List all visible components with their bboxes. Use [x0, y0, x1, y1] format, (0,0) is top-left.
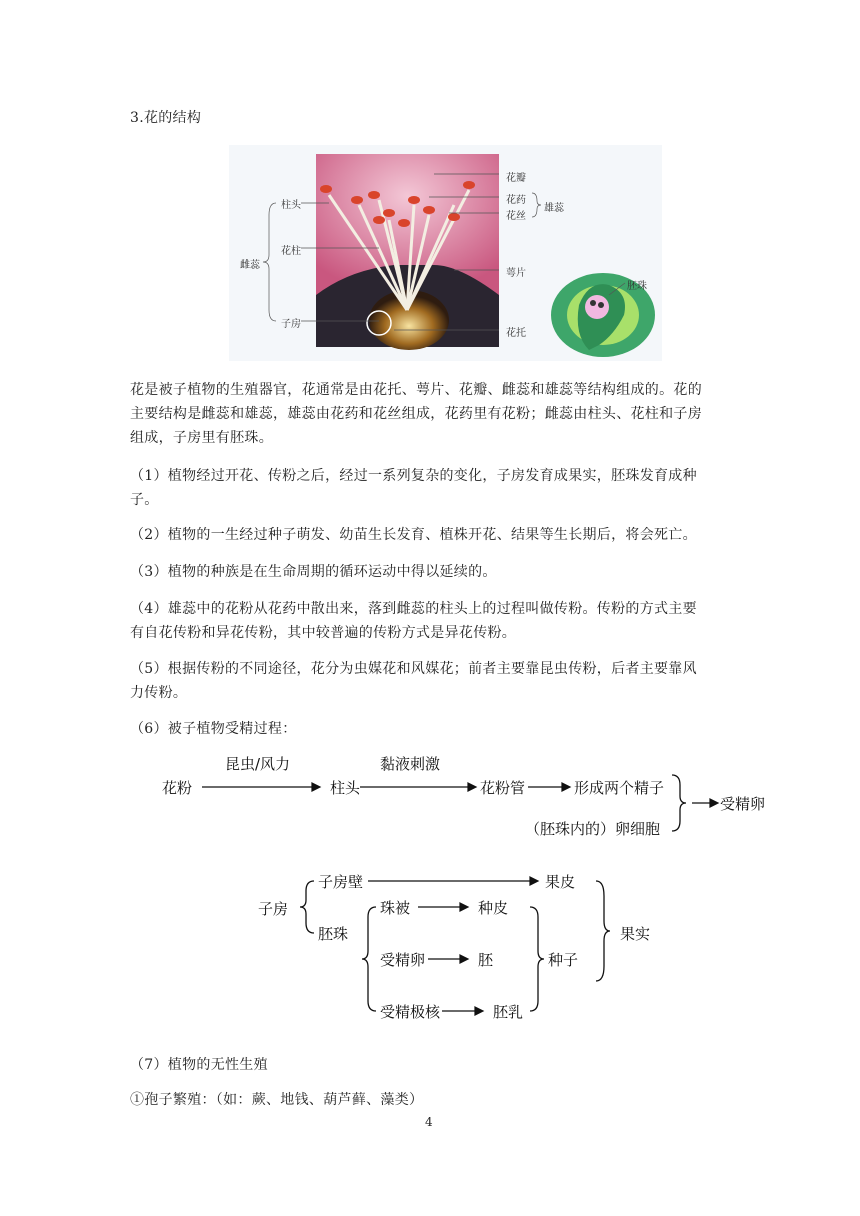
label-stigma: 柱头 [281, 200, 301, 211]
d2-ovule: 胚珠 [318, 925, 349, 943]
label-ovary: 子房 [281, 319, 301, 330]
item-1-line-1: （1）植物经过开花、传粉之后，经过一系列复杂的变化，子房发育成果实，胚珠发育成种 [130, 468, 697, 484]
d2-seed: 种子 [548, 951, 579, 969]
d1-two-sperm: 形成两个精子 [574, 779, 665, 797]
d2-integument: 珠被 [380, 899, 411, 917]
item-8: ①孢子繁殖：（如：蕨、地钱、葫芦藓、藻类） [130, 1092, 424, 1108]
label-anther: 花药 [506, 195, 526, 206]
d2-endosperm: 胚乳 [493, 1003, 524, 1021]
d2-pericarp: 果皮 [545, 873, 576, 891]
label-sepal: 萼片 [506, 268, 526, 279]
label-style: 花柱 [281, 246, 301, 257]
d2-ovary: 子房 [258, 900, 289, 918]
item-4-line-2: 有自花传粉和异花传粉，其中较普遍的传粉方式是异花传粉。 [130, 625, 517, 641]
d1-pollen: 花粉 [162, 779, 193, 797]
intro-line-1: 花是被子植物的生殖器官，花通常是由花托、萼片、花瓣、雌蕊和雄蕊等结构组成的。花的 [130, 382, 702, 398]
section-title: 3.花的结构 [130, 110, 202, 126]
development-arrows [250, 866, 670, 1026]
d2-fertilized-egg: 受精卵 [380, 951, 426, 969]
item-5-line-2: 力传粉。 [130, 685, 188, 701]
fertilization-diagram [150, 748, 790, 843]
label-filament: 花丝 [506, 211, 526, 222]
d2-fruit: 果实 [620, 925, 651, 943]
item-7: （7）植物的无性生殖 [130, 1057, 268, 1073]
d1-fertilized-egg: 受精卵 [720, 795, 766, 813]
item-1-line-2: 子。 [130, 492, 159, 508]
item-3: （3）植物的种族是在生命周期的循环运动中得以延续的。 [130, 564, 497, 580]
d2-embryo: 胚 [478, 951, 494, 969]
item-5-line-1: （5）根据传粉的不同途径，花分为虫媒花和风媒花；前者主要靠昆虫传粉，后者主要靠风 [130, 661, 697, 677]
item-2: （2）植物的一生经过种子萌发、幼苗生长发育、植株开花、结果等生长期后，将会死亡。 [130, 527, 697, 543]
item-4-line-1: （4）雄蕊中的花粉从花药中散出来，落到雌蕊的柱头上的过程叫做传粉。传粉的方式主要 [130, 601, 697, 617]
d1-egg: （胚珠内的）卵细胞 [525, 820, 661, 838]
d2-seed-coat: 种皮 [478, 899, 509, 917]
ovary-development-diagram [250, 866, 670, 1026]
page-number: 4 [425, 1115, 433, 1129]
d1-insect-wind: 昆虫/风力 [225, 755, 291, 773]
d1-pollen-tube: 花粉管 [480, 779, 526, 797]
label-pistil: 雌蕊 [240, 260, 260, 271]
label-stamen: 雄蕊 [544, 203, 564, 214]
d1-stigma: 柱头 [330, 779, 361, 797]
d2-fertilized-polar: 受精极核 [380, 1003, 441, 1021]
intro-line-3: 组成，子房里有胚珠。 [130, 430, 273, 446]
item-6: （6）被子植物受精过程： [130, 721, 297, 737]
d1-mucus: 黏液刺激 [380, 755, 441, 773]
d2-ovary-wall: 子房壁 [318, 873, 364, 891]
label-petal: 花瓣 [506, 173, 526, 184]
flower-structure-figure [229, 145, 662, 361]
intro-line-2: 主要结构是雌蕊和雄蕊，雄蕊由花药和花丝组成，花药里有花粉；雌蕊由柱头、花柱和子房 [130, 406, 702, 422]
label-ovule: 胚珠 [627, 281, 647, 292]
label-receptacle: 花托 [506, 328, 526, 339]
